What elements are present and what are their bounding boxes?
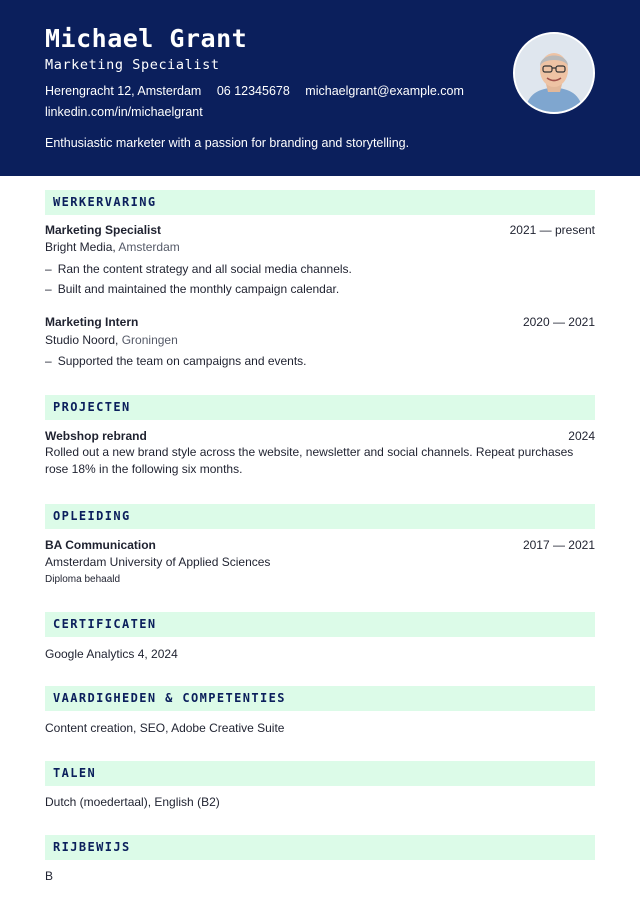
company-location: Groningen	[121, 333, 178, 347]
phone-number: 06 12345678	[216, 84, 290, 98]
job-employer: Bright Media, Amsterdam	[45, 240, 180, 254]
education-note: Diploma behaald	[45, 574, 121, 585]
section-header-experience	[45, 190, 595, 215]
school-name: Amsterdam University of Applied Sciences	[45, 555, 271, 569]
address: Herengracht 12, Amsterdam	[45, 84, 202, 98]
company-name: Bright Media	[45, 240, 113, 254]
candidate-role: Marketing Specialist	[45, 57, 220, 73]
section-header-projects	[45, 395, 595, 420]
list-item: – Supported the team on campaigns and events.	[45, 354, 307, 368]
section-title: RIJBEWIJS	[53, 840, 131, 854]
languages-text: Dutch (moedertaal), English (B2)	[45, 795, 220, 809]
profile-photo	[513, 32, 595, 114]
section-title: WERKERVARING	[53, 195, 157, 209]
section-header-languages	[45, 761, 595, 786]
person-avatar-icon	[515, 34, 593, 112]
section-header-skills	[45, 686, 595, 711]
contact-details	[45, 84, 476, 98]
candidate-name: Michael Grant	[45, 24, 248, 53]
section-title: TALEN	[53, 766, 97, 780]
email-link[interactable]: michaelgrant@example.com	[305, 84, 464, 98]
section-title: CERTIFICATEN	[53, 617, 157, 631]
list-item: – Built and maintained the monthly campaign calendar.	[45, 282, 339, 296]
company-location: Amsterdam	[118, 240, 180, 254]
job-employer: Studio Noord, Groningen	[45, 333, 178, 347]
project-title: Webshop rebrand	[45, 429, 147, 443]
resume-header	[0, 0, 640, 176]
job-title: Marketing Intern	[45, 315, 139, 329]
profile-summary: Enthusiastic marketer with a passion for branding and storytelling.	[45, 136, 410, 150]
job-title: Marketing Specialist	[45, 223, 162, 237]
certificates-text: Google Analytics 4, 2024	[45, 647, 178, 661]
job-dates: 2021 — present	[509, 223, 595, 237]
job-dates: 2020 — 2021	[522, 315, 595, 329]
section-header-certificates	[45, 612, 595, 637]
company-name: Studio Noord	[45, 333, 116, 347]
section-title: VAARDIGHEDEN & COMPETENTIES	[53, 691, 286, 705]
section-title: OPLEIDING	[53, 509, 131, 523]
skills-text: Content creation, SEO, Adobe Creative Suite	[45, 721, 285, 735]
project-description: Rolled out a new brand style across the website, newsletter and social channels. Repeat purchases rose 18% in the following six months.	[45, 445, 574, 476]
linkedin-link[interactable]: linkedin.com/in/michaelgrant	[45, 105, 203, 119]
education-dates: 2017 — 2021	[522, 538, 595, 552]
section-header-license	[45, 835, 595, 860]
project-year: 2024	[568, 429, 595, 443]
license-text: B	[45, 869, 54, 883]
degree-title: BA Communication	[45, 538, 156, 552]
list-item: – Ran the content strategy and all social media channels.	[45, 262, 352, 276]
section-title: PROJECTEN	[53, 400, 131, 414]
section-header-education	[45, 504, 595, 529]
